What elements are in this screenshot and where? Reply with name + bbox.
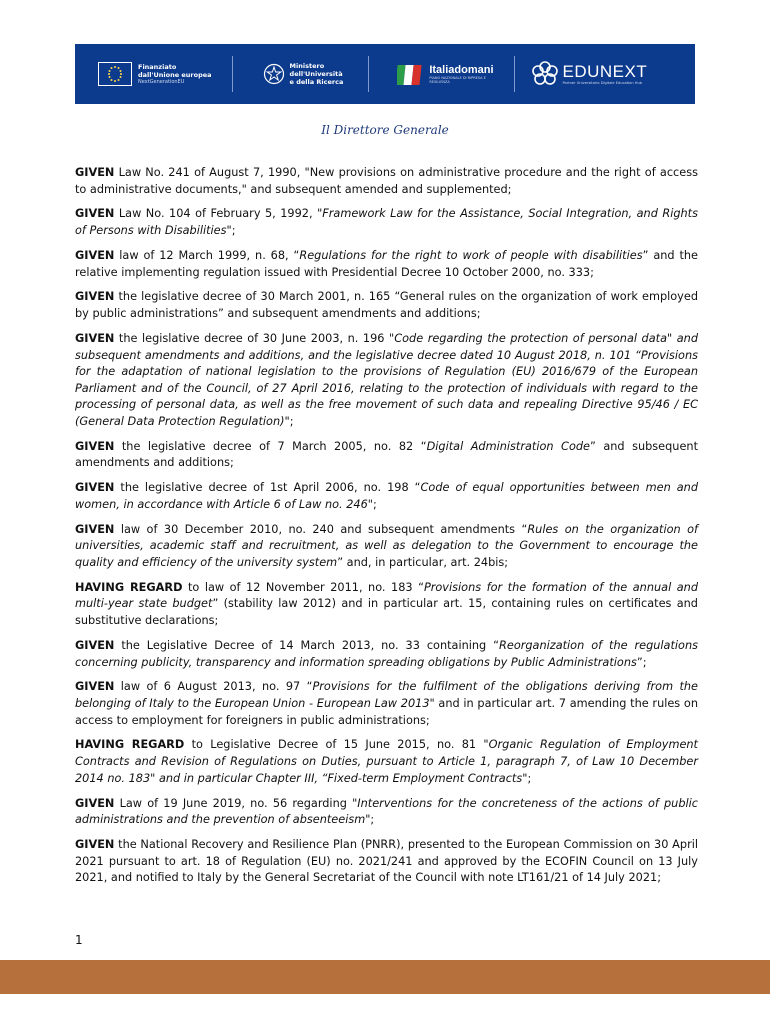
emblem-icon <box>263 63 285 85</box>
recital-title-italic: Provisions for the formation of the annual and multi-year state budget <box>75 580 698 611</box>
recital-text: law of 12 March 1999, n. 68, “ <box>114 248 300 262</box>
recital-text: the legislative decree of 7 March 2005, no. 82 “ <box>114 439 427 453</box>
recital-text: ” (stability law 2012) and in particular art. 15, containing rules on certificates and substitutive declarations; <box>75 597 698 628</box>
edunext-flower-icon <box>531 60 559 88</box>
recital-text: "; <box>367 497 377 511</box>
page-title: Il Direttore Generale <box>321 123 449 137</box>
recital-text: to law of 12 November 2011, no. 183 “ <box>182 580 424 594</box>
recital-text: the legislative decree of 1st April 2006, no. 198 “ <box>114 481 421 495</box>
recital-title-italic: Code regarding the protection of personal data" and subsequent amendments and additions, and the legislative decree dated 10 August 2018, n. 101 “Provisions for the adaptation of national legislation to the provisions of Regulation (EU) 2016/679 of the European Parliament and of the Council, of 27 April 2016, relating to the protection of individuals with regard to the processing of personal data, as well as the free movement of such data and repealing Directive 95/46 / EC (General Data Protection Regulation) <box>75 331 698 428</box>
recital-keyword: GIVEN <box>75 331 115 345</box>
recital-text: ” and subsequent amendments and additions; <box>75 439 698 470</box>
recital-paragraph <box>75 796 698 829</box>
recital-paragraph <box>75 522 698 572</box>
italiadomani-sub: PIANO NAZIONALE DI RIPRESA E RESILIENZA <box>429 76 486 84</box>
recital-paragraph <box>75 638 698 671</box>
recital-text: "; <box>226 224 236 238</box>
italy-flag-icon <box>397 61 427 87</box>
eu-flag-icon <box>98 62 132 86</box>
page-number: 1 <box>75 933 83 947</box>
header-banner <box>75 44 695 104</box>
recital-keyword: GIVEN <box>75 290 115 304</box>
recital-text: Law No. 104 of February 5, 1992, " <box>114 207 323 221</box>
recital-text: "; <box>365 813 375 827</box>
recital-title-italic: Regulations for the right to work of people with disabilities <box>299 248 643 262</box>
document-body <box>75 165 698 895</box>
recital-text: to Legislative Decree of 15 June 2015, no. 81 " <box>184 738 489 752</box>
eu-label-2: dall'Unione europea <box>138 71 212 79</box>
recital-text: the Legislative Decree of 14 March 2013, no. 33 containing “ <box>114 638 500 652</box>
italiadomani-name: Italiadomani <box>429 64 494 76</box>
recital-title-italic: Provisions for the fulfilment of the obligations deriving from the belonging of Italy to the European Union - European Law 2013 <box>75 680 698 710</box>
recital-keyword: GIVEN <box>75 796 115 810</box>
mur-label-3: e della Ricerca <box>289 78 344 86</box>
recital-paragraph <box>75 837 698 887</box>
eu-label-3: NextGenerationEU <box>138 79 185 85</box>
recital-paragraph <box>75 439 698 472</box>
recital-paragraph <box>75 248 698 281</box>
recital-paragraph <box>75 165 698 198</box>
italiadomani-logo <box>397 61 493 87</box>
mur-logo <box>263 62 344 86</box>
recital-text: the National Recovery and Resilience Plan (PNRR), presented to the European Commission on 30 April 2021 pursuant to art. 18 of Regulation (EU) no. 2021/241 and approved by the ECOFIN Council on 13 July 2021, and notified to Italy by the General Secretariat of the Council with note LT161/21 of 14 July 2021; <box>75 838 698 885</box>
eu-label-1: Finanziato <box>138 63 177 71</box>
recital-text: the legislative decree of 30 June 2003, n. 196 " <box>114 331 395 345</box>
recital-text: "; <box>284 414 294 428</box>
recital-paragraph <box>75 289 698 322</box>
recital-title-italic: Code of equal opportunities between men and women, in accordance with Article 6 of Law no. 246 <box>75 481 698 511</box>
mur-label-2: dell'Università <box>289 70 343 78</box>
recital-paragraph <box>75 331 698 431</box>
recital-text: "; <box>522 771 532 785</box>
divider <box>232 56 233 92</box>
recital-text: law of 6 August 2013, no. 97 “ <box>114 680 313 694</box>
recital-paragraph <box>75 480 698 513</box>
recital-text: Law of 19 June 2019, no. 56 regarding " <box>114 796 358 810</box>
edunext-sub: Partner Universitario Digitale Education Hub <box>562 81 643 85</box>
recital-keyword: HAVING REGARD <box>75 580 183 594</box>
divider <box>368 56 369 92</box>
recital-text: law of 30 December 2010, no. 240 and subsequent amendments “ <box>114 522 528 536</box>
recital-paragraph <box>75 737 698 787</box>
recital-text: ”; <box>636 655 647 669</box>
recital-keyword: GIVEN <box>75 638 115 652</box>
recital-paragraph <box>75 580 698 630</box>
recital-title-italic: Reorganization of the regulations concerning publicity, transparency and information spreading obligations by Public Administrations <box>75 638 698 669</box>
recital-title-italic: Rules on the organization of universities, academic staff and recruitment, as well as delegation to the Government to encourage the quality and efficiency of the university system <box>75 522 698 569</box>
edunext-name: EDUNEXT <box>562 62 648 81</box>
recital-keyword: GIVEN <box>75 680 115 694</box>
recital-paragraph <box>75 679 698 729</box>
recital-paragraph <box>75 206 698 239</box>
eu-logo <box>98 62 212 86</box>
recital-keyword: GIVEN <box>75 439 115 453</box>
recital-text: the legislative decree of 30 March 2001, n. 165 “General rules on the organization of work employed by public administrations” and subsequent amendments and additions; <box>75 290 698 321</box>
recital-text: " and in particular art. 7 amending the rules on access to employment for foreigners in public administrations; <box>75 697 698 727</box>
recital-keyword: GIVEN <box>75 166 115 179</box>
recital-text: ” and the relative implementing regulation issued with Presidential Decree 10 October 2000, no. 333; <box>75 248 699 279</box>
recital-keyword: HAVING REGARD <box>75 738 185 752</box>
recital-text: ” and, in particular, art. 24bis; <box>337 555 509 569</box>
footer-bar <box>0 960 770 994</box>
recital-keyword: GIVEN <box>75 522 115 536</box>
recital-keyword: GIVEN <box>75 481 115 495</box>
recital-title-italic: Framework Law for the Assistance, Social Integration, and Rights of Persons with Disabilities <box>75 207 698 238</box>
recital-text: Law No. 241 of August 7, 1990, "New provisions on administrative procedure and the right of access to administrative documents," and subsequent amended and supplemented; <box>75 166 698 196</box>
mur-label-1: Ministero <box>289 62 325 70</box>
recital-title-italic: Digital Administration Code <box>426 439 590 453</box>
recital-keyword: GIVEN <box>75 838 115 852</box>
recital-keyword: GIVEN <box>75 207 115 221</box>
edunext-logo <box>531 60 648 88</box>
divider <box>514 56 515 92</box>
recital-keyword: GIVEN <box>75 248 115 262</box>
recital-title-italic: Interventions for the concreteness of the actions of public administrations and the prevention of absenteeism <box>75 796 699 827</box>
recital-title-italic: Organic Regulation of Employment Contracts and Revision of Regulations on Duties, pursuant to Article 1, paragraph 7, of Law 10 December 2014 no. 183" and in particular Chapter III, “Fixed-term Employment Contracts <box>75 738 698 785</box>
